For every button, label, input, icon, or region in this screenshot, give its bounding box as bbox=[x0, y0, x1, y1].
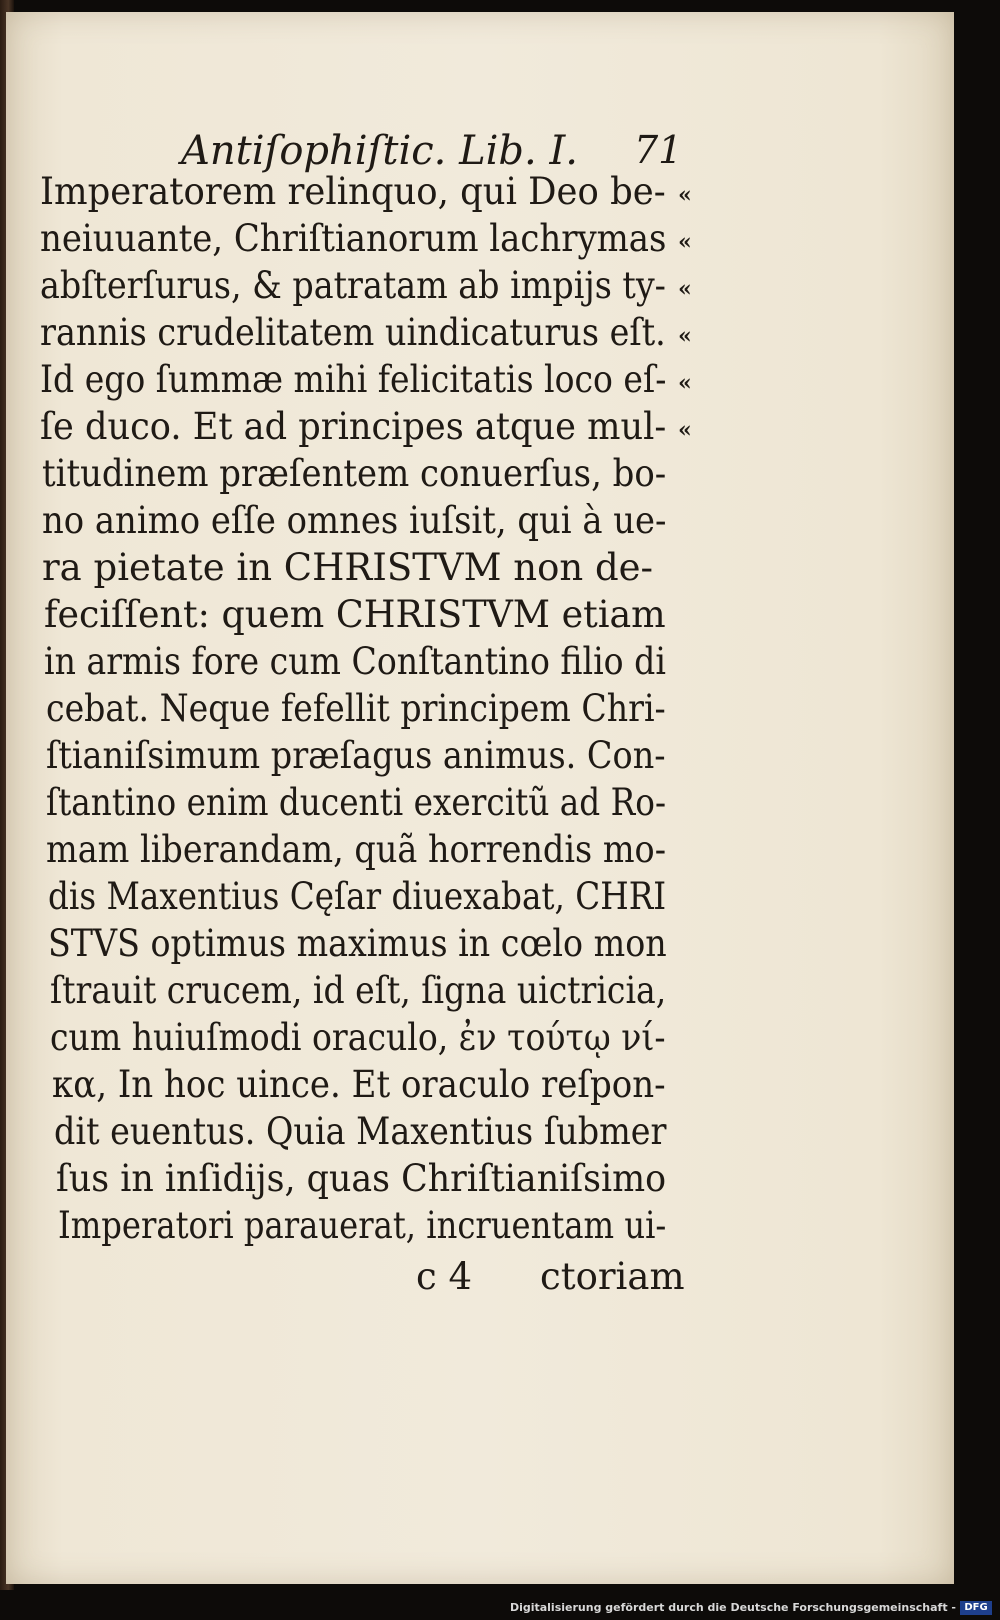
text-line-13: ſtianiſsimum præſagus animus. Con- bbox=[46, 734, 666, 777]
quotation-mark-3: « bbox=[678, 276, 692, 302]
text-line-14: ſtantino enim ducenti exercitũ ad Ro- bbox=[46, 781, 667, 824]
text-line-4: rannis crudelitatem uindicaturus eſt. bbox=[40, 311, 666, 354]
text-line-17: STVS optimus maximus in cœlo mon bbox=[48, 922, 667, 965]
quotation-mark-5: « bbox=[678, 370, 692, 396]
text-line-21: dit euentus. Quia Maxentius ſubmer bbox=[54, 1110, 667, 1153]
signature-mark: c 4 bbox=[416, 1255, 473, 1298]
dfg-logo: DFG bbox=[960, 1601, 992, 1615]
text-line-16: dis Maxentius Cęſar diuexabat, CHRI bbox=[48, 875, 667, 918]
text-line-10: feciſſent: quem CHRISTVM etiam bbox=[44, 593, 666, 636]
text-line-18: ſtrauit crucem, id eſt, ſigna uictricia, bbox=[50, 969, 667, 1012]
text-line-20: κα, In hoc uince. Et oraculo reſpon- bbox=[52, 1063, 666, 1106]
running-head: Antiſophiſtic. Lib. I. bbox=[181, 128, 578, 174]
quotation-mark-1: « bbox=[678, 182, 692, 208]
text-line-9: ra pietate in CHRISTVM non de- bbox=[42, 546, 654, 589]
catchword: ctoriam bbox=[540, 1255, 685, 1298]
text-line-1: Imperatorem relinquo, qui Deo be- bbox=[40, 170, 666, 213]
text-line-7: titudinem præſentem conuerſus, bo- bbox=[42, 452, 667, 495]
page-number: 71 bbox=[634, 128, 683, 172]
quotation-mark-4: « bbox=[678, 323, 692, 349]
quotation-mark-2: « bbox=[678, 229, 692, 255]
text-line-19: cum huiuſmodi oraculo, ἐν τούτῳ νί- bbox=[50, 1016, 666, 1059]
quotation-mark-6: « bbox=[678, 417, 692, 443]
text-line-23: Imperatori parauerat, incruentam ui- bbox=[58, 1204, 667, 1247]
text-line-6: ſe duco. Et ad principes atque mul- bbox=[40, 405, 667, 448]
text-line-22: ſus in inſidijs, quas Chriſtianiſsimo bbox=[56, 1157, 667, 1200]
text-line-12: cebat. Neque fefellit principem Chri- bbox=[46, 687, 666, 730]
text-line-8: no animo eſſe omnes iuſsit, qui à ue- bbox=[42, 499, 667, 542]
text-line-3: abſterſurus, & patratam ab impijs ty- bbox=[40, 264, 666, 307]
digitization-credit: Digitalisierung gefördert durch die Deutsche Forschungsgemeinschaft - bbox=[509, 1601, 956, 1614]
text-line-11: in armis fore cum Conſtantino filio di bbox=[44, 640, 666, 683]
text-line-15: mam liberandam, quã horrendis mo- bbox=[46, 828, 667, 871]
text-line-2: neiuuante, Chriſtianorum lachrymas bbox=[40, 217, 667, 260]
text-line-5: Id ego ſummæ mihi felicitatis loco eſ- bbox=[40, 358, 667, 401]
book-page bbox=[6, 12, 954, 1584]
